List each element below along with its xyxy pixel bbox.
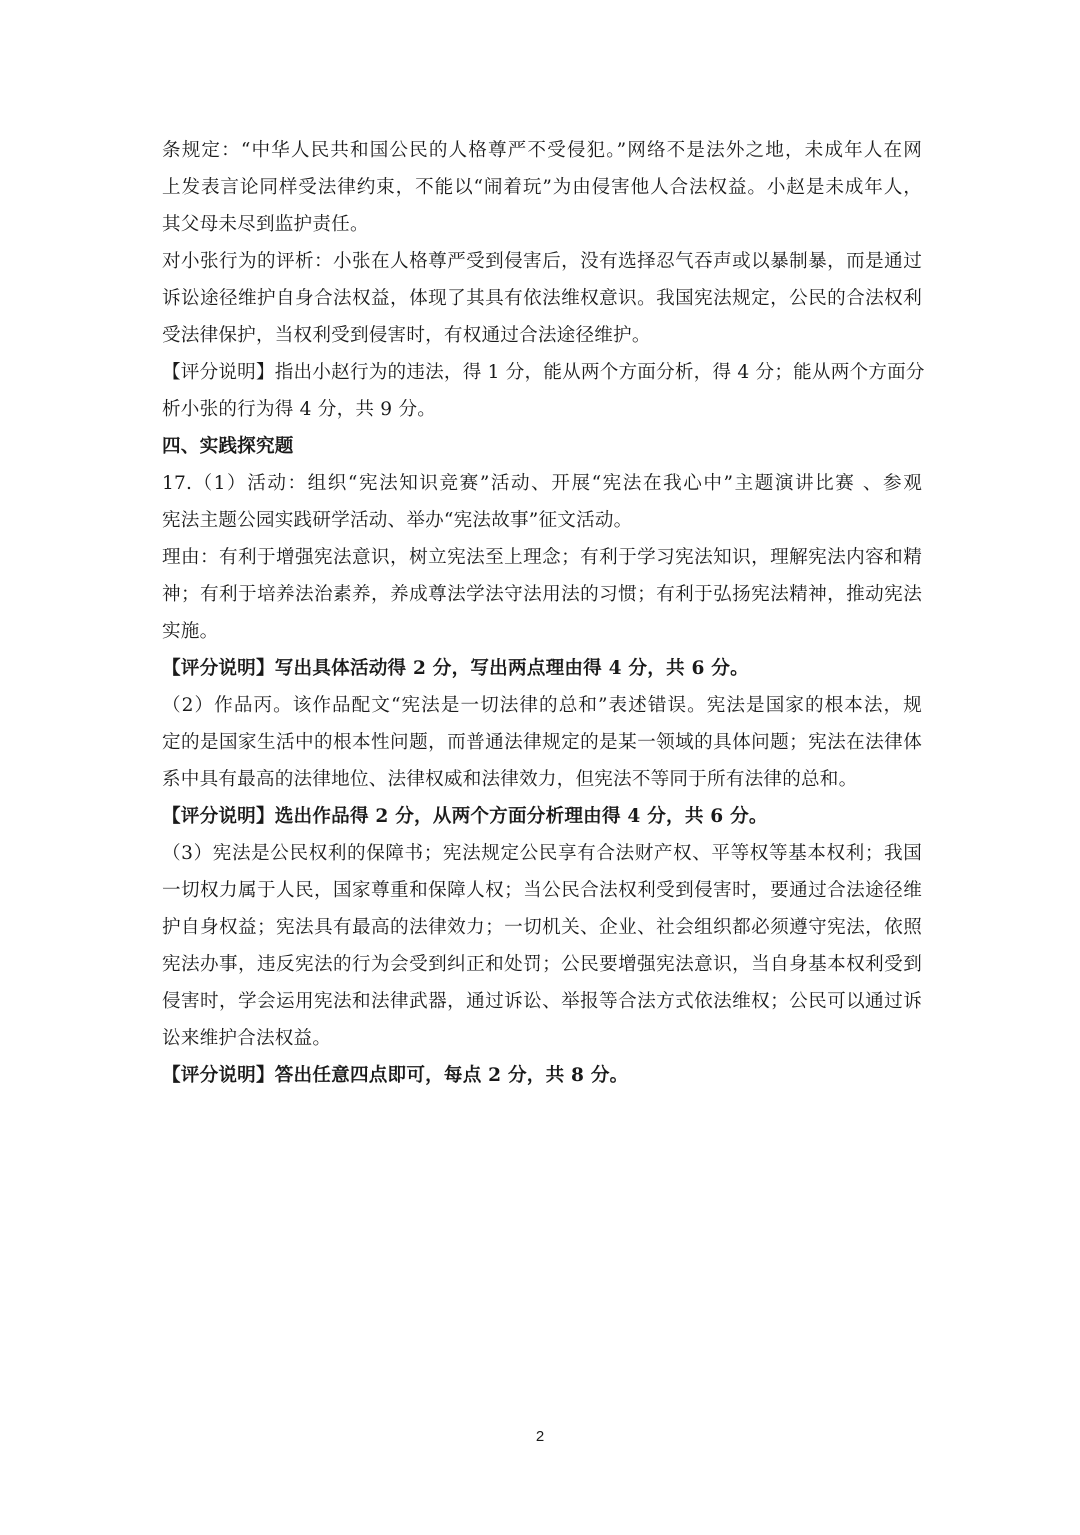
scoring-note: 【评分说明】答出任意四点即可，每点 2 分，共 8 分。: [162, 1065, 629, 1086]
section-heading: 四、实践探究题: [162, 436, 294, 457]
question-17-part-2: （2）作品丙。该作品配文“宪法是一切法律的总和”表述错误。宪法是国家的根本法，规: [162, 695, 922, 716]
text-line: 诉讼途径维护自身合法权益，体现了其具有依法维权意识。我国宪法规定，公民的合法权利: [162, 288, 922, 309]
scoring-note: 【评分说明】写出具体活动得 2 分，写出两点理由得 4 分，共 6 分。: [162, 658, 749, 679]
question-17-part-3: （3）宪法是公民权利的保障书；宪法规定公民享有合法财产权、平等权等基本权利；我国: [162, 843, 922, 864]
text-line: 宪法办事，违反宪法的行为会受到纠正和处罚；公民要增强宪法意识，当自身基本权利受到: [162, 954, 922, 975]
text-line: 定的是国家生活中的根本性问题，而普通法律规定的是某一领域的具体问题；宪法在法律体: [162, 732, 922, 753]
text-line: 其父母未尽到监护责任。: [162, 214, 369, 235]
text-line: 讼来维护合法权益。: [162, 1028, 332, 1049]
page-number: 2: [535, 1428, 545, 1445]
text-line: 上发表言论同样受法律约束，不能以“闹着玩”为由侵害他人合法权益。小赵是未成年人，: [162, 177, 922, 198]
scoring-note: 【评分说明】指出小赵行为的违法，得 1 分，能从两个方面分析，得 4 分；能从两个方面分: [162, 362, 925, 383]
text-line: 系中具有最高的法律地位、法律权威和法律效力，但宪法不等同于所有法律的总和。: [162, 769, 858, 790]
text-line: 神；有利于培养法治素养，养成尊法学法守法用法的习惯；有利于弘扬宪法精神，推动宪法: [162, 584, 922, 605]
text-line: 实施。: [162, 621, 219, 642]
scoring-note-cont: 析小张的行为得 4 分，共 9 分。: [162, 399, 437, 420]
answer-text-body: [162, 132, 925, 1094]
text-line: 受法律保护，当权利受到侵害时，有权通过合法途径维护。: [162, 325, 651, 346]
text-line: 宪法主题公园实践研学活动、举办“宪法故事”征文活动。: [162, 510, 633, 531]
text-line: 对小张行为的评析：小张在人格尊严受到侵害后，没有选择忍气吞声或以暴制暴，而是通过: [162, 251, 922, 272]
question-17-part-1: 17.（1）活动：组织“宪法知识竞赛”活动、开展“宪法在我心中”主题演讲比赛 、参观: [162, 473, 922, 494]
scoring-note: 【评分说明】选出作品得 2 分，从两个方面分析理由得 4 分，共 6 分。: [162, 806, 768, 827]
text-line: 一切权力属于人民，国家尊重和保障人权；当公民合法权利受到侵害时，要通过合法途径维: [162, 880, 922, 901]
text-line: 护自身权益；宪法具有最高的法律效力；一切机关、企业、社会组织都必须遵守宪法，依照: [162, 917, 922, 938]
text-line: 理由：有利于增强宪法意识，树立宪法至上理念；有利于学习宪法知识，理解宪法内容和精: [162, 547, 922, 568]
text-line: 侵害时，学会运用宪法和法律武器，通过诉讼、举报等合法方式依法维权；公民可以通过诉: [162, 991, 922, 1012]
text-line: 条规定：“中华人民共和国公民的人格尊严不受侵犯。”网络不是法外之地，未成年人在网: [162, 140, 922, 161]
